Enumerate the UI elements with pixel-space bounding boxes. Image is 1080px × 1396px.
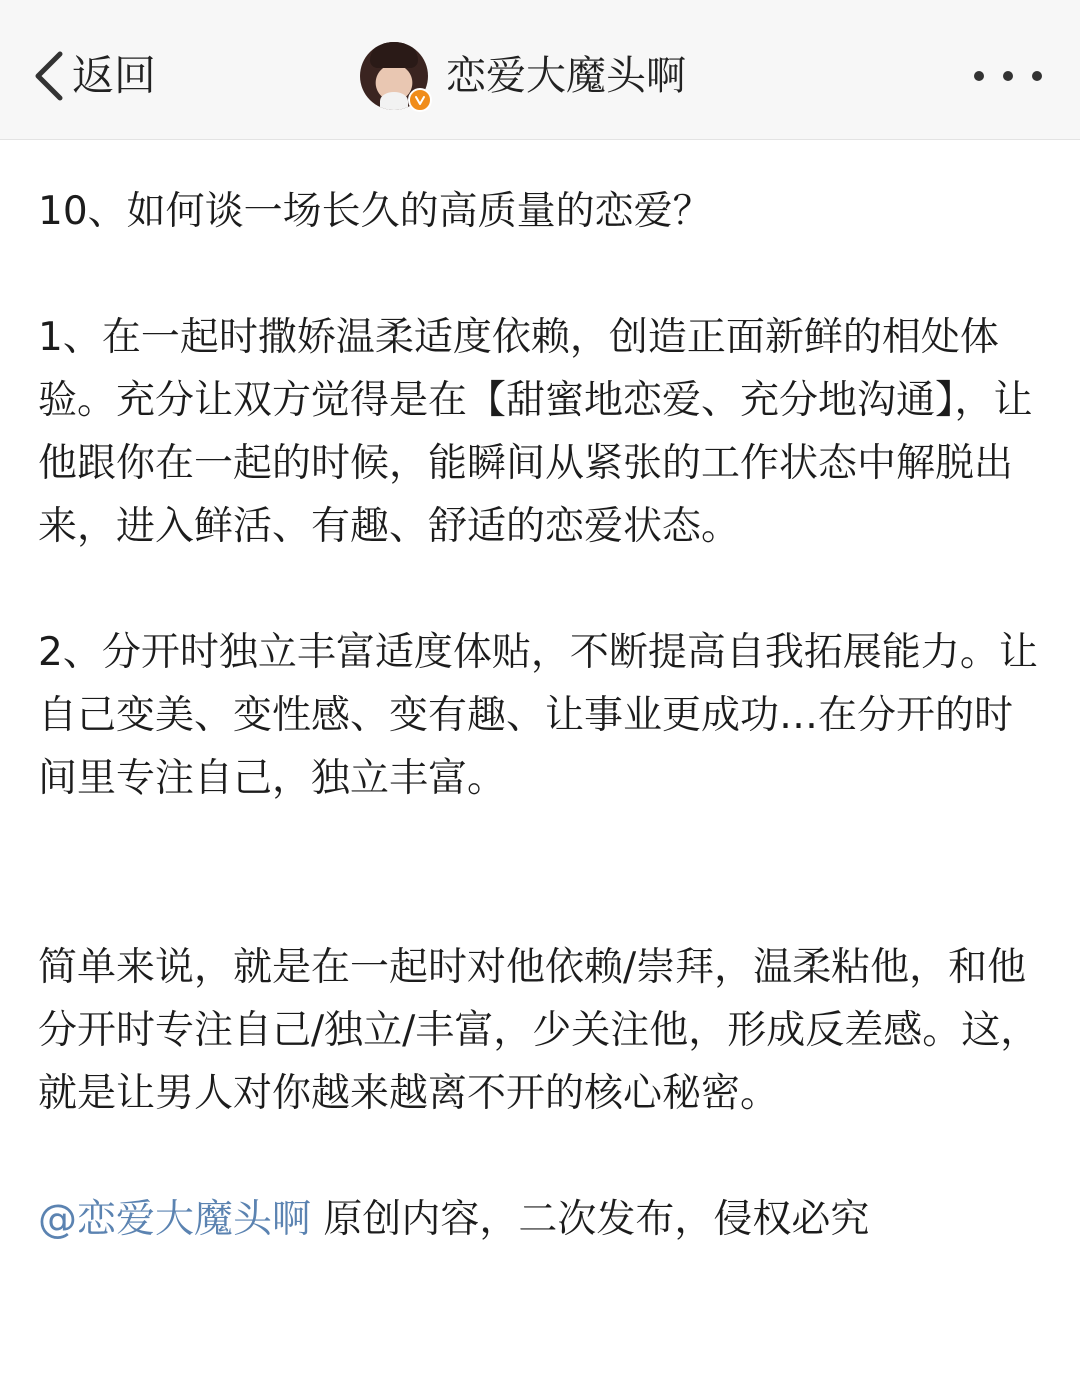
more-icon[interactable] bbox=[974, 58, 1042, 94]
profile-header[interactable] bbox=[360, 40, 686, 112]
mention-link[interactable]: @恋爱大魔头啊 bbox=[38, 1197, 312, 1242]
post-point-2: 2、分开时独立丰富适度体贴，不断提高自我拓展能力。让自己变美、变性感、变有趣、让事业更成功…在分开的时间里专注自己，独立丰富。 bbox=[38, 630, 1038, 801]
copyright-notice: 原创内容，二次发布，侵权必究 bbox=[311, 1197, 870, 1242]
nav-bar bbox=[0, 0, 1080, 140]
post-footer bbox=[38, 1188, 1048, 1251]
post-title: 10、如何谈一场长久的高质量的恋爱？ bbox=[38, 189, 712, 234]
post-summary: 简单来说，就是在一起时对他依赖/崇拜，温柔粘他，和他分开时专注自己/独立/丰富，少关注他，形成反差感。这，就是让男人对你越来越离不开的核心秘密。 bbox=[38, 945, 1040, 1116]
verified-badge-icon bbox=[408, 88, 432, 112]
avatar[interactable] bbox=[360, 42, 428, 110]
back-label: 返回 bbox=[72, 51, 157, 100]
more-dot bbox=[1003, 71, 1013, 81]
profile-name[interactable]: 恋爱大魔头啊 bbox=[446, 53, 686, 99]
chevron-left-icon bbox=[30, 48, 66, 104]
post-content bbox=[38, 180, 1048, 1251]
more-dot bbox=[974, 71, 984, 81]
back-button[interactable] bbox=[30, 44, 156, 108]
more-dot bbox=[1032, 71, 1042, 81]
post-point-1: 1、在一起时撒娇温柔适度依赖，创造正面新鲜的相处体验。充分让双方觉得是在【甜蜜地恋爱、充分地沟通】，让他跟你在一起的时候，能瞬间从紧张的工作状态中解脱出来，进入鲜活、有趣、舒适的恋爱状态。 bbox=[38, 315, 1033, 549]
